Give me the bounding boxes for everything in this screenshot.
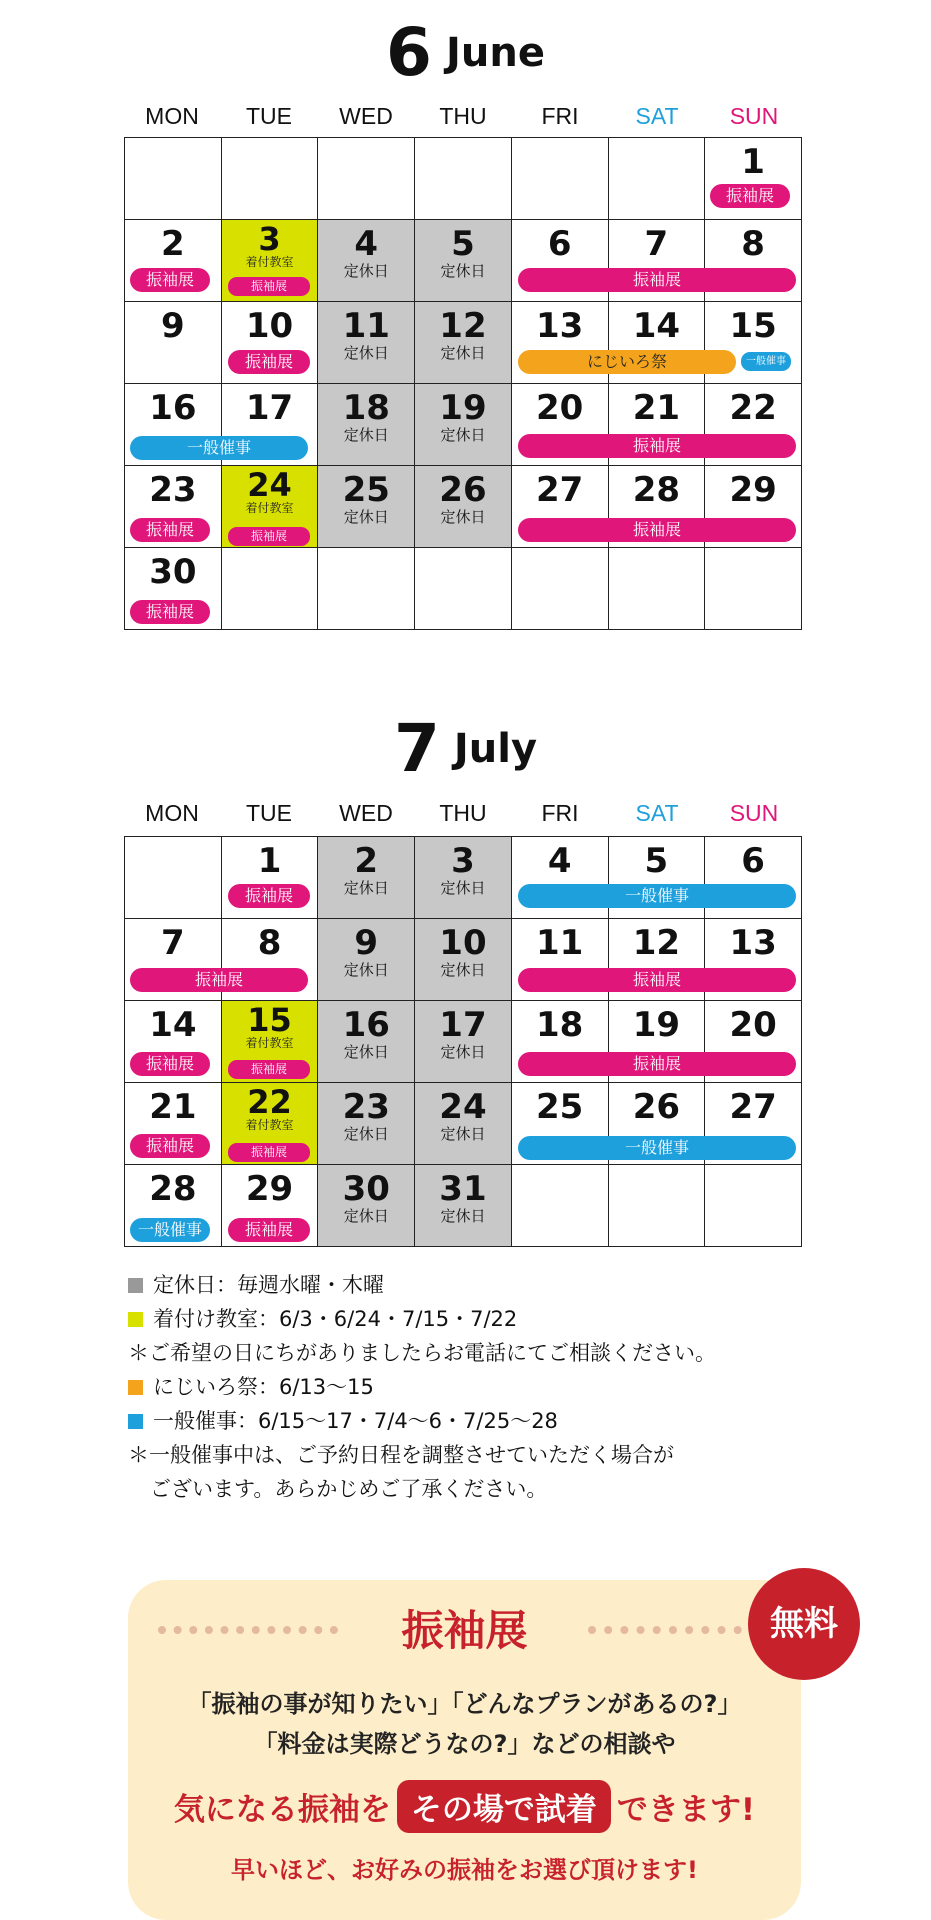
day-number: 8 xyxy=(257,923,282,963)
day-number: 7 xyxy=(161,923,185,963)
day-number: 19 xyxy=(632,1005,681,1045)
july-number: 7 xyxy=(393,710,440,787)
day-number: 2 xyxy=(354,841,379,881)
day-number: 25 xyxy=(536,1087,584,1127)
calendar-cell-closed xyxy=(318,837,415,919)
ippan-pill: 一般催事 xyxy=(130,1218,210,1242)
day-number: 30 xyxy=(149,552,197,592)
calendar-cell-closed xyxy=(415,1001,512,1083)
closed-label: 定休日 xyxy=(440,344,486,362)
legend-ippan xyxy=(128,1404,716,1438)
calendar-cell-empty xyxy=(511,138,608,220)
furisode-pill: 振袖展 xyxy=(518,434,796,458)
calendar-cell-closed xyxy=(415,1165,512,1247)
promo-line-1: 「振袖の事が知りたい」「どんなプランがあるの?」 xyxy=(187,1690,742,1718)
calendar-cell-empty xyxy=(608,138,705,220)
calendar-cell-empty xyxy=(705,548,802,630)
furisode-pill: 振袖展 xyxy=(228,884,310,908)
calendar-cell-empty xyxy=(125,837,222,919)
calendar-cell-empty xyxy=(608,1165,705,1247)
july-title xyxy=(0,710,931,787)
furisode-pill: 振袖展 xyxy=(130,268,210,292)
closed-label: 定休日 xyxy=(440,262,486,280)
calendar-cell-closed xyxy=(415,919,512,1001)
kitsuke-label: 着付教室 xyxy=(245,255,294,269)
day-number: 9 xyxy=(354,923,379,963)
day-number: 26 xyxy=(632,1087,681,1127)
dow-mon: MON xyxy=(145,103,199,129)
furisode-pill: 振袖展 xyxy=(518,268,796,292)
july-name: July xyxy=(453,725,538,772)
dow-wed: WED xyxy=(339,103,393,129)
closed-label: 定休日 xyxy=(343,1043,389,1061)
promo-title: 振袖展 xyxy=(401,1606,528,1655)
day-number: 15 xyxy=(247,1001,292,1039)
furisode-pill: 振袖展 xyxy=(130,1134,210,1158)
closed-label: 定休日 xyxy=(343,508,389,526)
closed-label: 定休日 xyxy=(440,508,486,526)
day-number: 4 xyxy=(354,224,379,264)
furisode-pill: 振袖展 xyxy=(518,518,796,542)
dow-sun: SUN xyxy=(729,800,779,826)
legend-ippan-text: 一般催事：6/15〜17・7/4〜6・7/25〜28 xyxy=(153,1409,558,1433)
day-number: 26 xyxy=(439,470,487,510)
furisode-pill: 振袖展 xyxy=(518,968,796,992)
furisode-pill: 振袖展 xyxy=(518,1052,796,1076)
calendar-cell-closed xyxy=(318,1001,415,1083)
day-number: 25 xyxy=(342,470,390,510)
day-number: 1 xyxy=(257,841,282,881)
day-number: 5 xyxy=(644,841,669,881)
calendar-cell-closed xyxy=(415,1083,512,1165)
calendar-cell-empty xyxy=(125,138,222,220)
day-number: 21 xyxy=(632,388,681,428)
closed-label: 定休日 xyxy=(343,426,389,444)
closed-label: 定休日 xyxy=(343,961,389,979)
dow-fri: FRI xyxy=(541,103,579,129)
day-number: 13 xyxy=(729,923,777,963)
kitsuke-label: 着付教室 xyxy=(245,1036,294,1050)
day-number: 28 xyxy=(632,470,681,510)
furisode-pill: 振袖展 xyxy=(228,527,310,546)
legend-closed-text: 定休日：毎週水曜・木曜 xyxy=(153,1273,384,1297)
closed-label: 定休日 xyxy=(440,1125,486,1143)
day-number: 14 xyxy=(632,306,681,346)
calendar-cell-closed xyxy=(415,220,512,302)
day-number: 18 xyxy=(536,1005,584,1045)
kitsuke-label: 着付教室 xyxy=(245,1118,294,1132)
day-number: 30 xyxy=(342,1169,390,1209)
calendar-cell-closed xyxy=(415,466,512,548)
kitsuke-swatch-icon xyxy=(128,1312,143,1327)
furisode-pill: 振袖展 xyxy=(130,518,210,542)
dow-tue: TUE xyxy=(246,103,292,129)
closed-swatch-icon xyxy=(128,1278,143,1293)
day-number: 1 xyxy=(741,142,765,182)
june-name: June xyxy=(445,29,545,76)
june-title xyxy=(0,14,931,91)
legend-nijiiro-text: にじいろ祭：6/13〜15 xyxy=(153,1375,374,1399)
calendar-cell-empty xyxy=(221,548,318,630)
day-number: 17 xyxy=(439,1005,487,1045)
furisode-pill: 振袖展 xyxy=(130,1052,210,1076)
calendar-cell-closed xyxy=(318,384,415,466)
dow-thu: THU xyxy=(439,103,487,129)
closed-label: 定休日 xyxy=(343,879,389,897)
calendar-cell-closed xyxy=(318,919,415,1001)
day-number: 3 xyxy=(451,841,475,881)
furisode-pill: 振袖展 xyxy=(130,968,308,992)
day-number: 11 xyxy=(536,923,584,963)
day-number: 5 xyxy=(451,224,475,264)
furisode-pill: 振袖展 xyxy=(228,350,310,374)
calendar-cell-empty xyxy=(608,548,705,630)
day-number: 3 xyxy=(258,220,281,258)
legend-ippan-note2: ございます。あらかじめご了承ください。 xyxy=(150,1477,548,1501)
day-number: 27 xyxy=(536,470,584,510)
closed-label: 定休日 xyxy=(343,344,389,362)
day-number: 7 xyxy=(644,224,669,264)
ippan-pill: 一般催事 xyxy=(130,436,308,460)
legend-closed xyxy=(128,1268,716,1302)
calendar-cell-closed xyxy=(415,837,512,919)
calendar-cell-empty xyxy=(511,548,608,630)
promo-line-2: 「料金は実際どうなの?」などの相談や xyxy=(253,1730,676,1758)
legend-kitsuke xyxy=(128,1302,716,1336)
june-calendar xyxy=(124,137,802,630)
furisode-pill: 振袖展 xyxy=(228,277,310,296)
day-number: 23 xyxy=(342,1087,390,1127)
furisode-promo-box xyxy=(128,1580,801,1920)
day-number: 16 xyxy=(342,1005,390,1045)
free-badge: 無料 xyxy=(748,1568,860,1680)
nijiiro-swatch-icon xyxy=(128,1380,143,1395)
day-number: 10 xyxy=(439,923,487,963)
calendar-cell-closed xyxy=(415,384,512,466)
day-number: 28 xyxy=(149,1169,197,1209)
promo-tryon-pre: 気になる振袖を xyxy=(173,1792,391,1828)
ippan-swatch-icon xyxy=(128,1414,143,1429)
closed-label: 定休日 xyxy=(440,1207,486,1225)
day-number: 12 xyxy=(632,923,681,963)
day-number: 22 xyxy=(247,1083,292,1121)
calendar-cell-empty xyxy=(318,548,415,630)
promo-tryon-post: できます! xyxy=(616,1792,756,1828)
day-number: 22 xyxy=(729,388,777,428)
legend-kitsuke-text: 着付け教室：6/3・6/24・7/15・7/22 xyxy=(153,1307,518,1331)
day-number: 6 xyxy=(741,841,765,881)
legend-ippan-note1: ＊一般催事中は、ご予約日程を調整させていただく場合が xyxy=(128,1443,674,1467)
dow-sat: SAT xyxy=(635,103,679,129)
day-number: 27 xyxy=(729,1087,777,1127)
day-number: 9 xyxy=(161,306,185,346)
closed-label: 定休日 xyxy=(343,1207,389,1225)
calendar-cell-closed xyxy=(318,220,415,302)
ippan-pill: 一般催事 xyxy=(518,1136,796,1160)
day-number: 29 xyxy=(729,470,777,510)
closed-label: 定休日 xyxy=(440,961,486,979)
day-number: 21 xyxy=(149,1087,197,1127)
calendar-cell-empty xyxy=(415,138,512,220)
dow-sat: SAT xyxy=(635,800,679,826)
calendar-cell-closed xyxy=(318,302,415,384)
furisode-pill: 振袖展 xyxy=(228,1218,310,1242)
day-number: 12 xyxy=(439,306,487,346)
calendar-cell xyxy=(125,302,222,384)
calendar-cell-closed xyxy=(318,1083,415,1165)
day-number: 4 xyxy=(547,841,572,881)
day-number: 16 xyxy=(149,388,197,428)
closed-label: 定休日 xyxy=(440,426,486,444)
day-number: 14 xyxy=(149,1005,197,1045)
tryon-chip: その場で試着 xyxy=(397,1780,611,1833)
day-number: 31 xyxy=(439,1169,487,1209)
day-number: 13 xyxy=(536,306,584,346)
day-number: 11 xyxy=(342,306,390,346)
day-number: 8 xyxy=(741,224,765,264)
legend-kitsuke-note: ＊ご希望の日にちがありましたらお電話にてご相談ください。 xyxy=(128,1341,716,1365)
kitsuke-label: 着付教室 xyxy=(245,501,294,515)
day-number: 23 xyxy=(149,470,197,510)
closed-label: 定休日 xyxy=(343,262,389,280)
day-number: 2 xyxy=(161,224,185,264)
dow-sun: SUN xyxy=(729,103,779,129)
day-number: 20 xyxy=(729,1005,777,1045)
june-number: 6 xyxy=(386,14,432,91)
calendar-cell-empty xyxy=(221,138,318,220)
day-number: 18 xyxy=(342,388,390,428)
nijiiro-pill: にじいろ祭 xyxy=(518,350,736,374)
furisode-pill: 振袖展 xyxy=(228,1060,310,1079)
closed-label: 定休日 xyxy=(343,1125,389,1143)
furisode-pill: 振袖展 xyxy=(130,600,210,624)
calendar-cell-closed xyxy=(318,466,415,548)
day-number: 6 xyxy=(547,224,572,264)
day-number: 17 xyxy=(245,388,294,428)
day-number: 20 xyxy=(536,388,584,428)
ippan-pill: 一般催事 xyxy=(741,352,791,371)
promo-tryon-line xyxy=(128,1780,801,1833)
dow-fri: FRI xyxy=(541,800,579,826)
closed-label: 定休日 xyxy=(440,879,486,897)
calendar-cell-empty xyxy=(415,548,512,630)
closed-label: 定休日 xyxy=(440,1043,486,1061)
dow-mon: MON xyxy=(145,800,199,826)
calendar-cell-closed xyxy=(415,302,512,384)
dow-tue: TUE xyxy=(246,800,292,826)
promo-last-line: 早いほど、お好みの振袖をお選び頂けます! xyxy=(231,1856,698,1884)
calendar-cell-empty xyxy=(511,1165,608,1247)
day-number: 29 xyxy=(245,1169,294,1209)
dow-thu: THU xyxy=(439,800,487,826)
ippan-pill: 一般催事 xyxy=(518,884,796,908)
day-number: 19 xyxy=(439,388,487,428)
dow-wed: WED xyxy=(339,800,393,826)
day-number: 24 xyxy=(247,466,292,504)
calendar-cell-empty xyxy=(705,1165,802,1247)
day-number: 24 xyxy=(439,1087,487,1127)
day-number: 15 xyxy=(729,306,777,346)
furisode-pill: 振袖展 xyxy=(710,184,790,208)
legend-nijiiro xyxy=(128,1370,716,1404)
furisode-pill: 振袖展 xyxy=(228,1143,310,1162)
calendar-cell-closed xyxy=(318,1165,415,1247)
day-number: 10 xyxy=(245,306,294,346)
legend xyxy=(128,1268,716,1506)
calendar-cell-empty xyxy=(318,138,415,220)
